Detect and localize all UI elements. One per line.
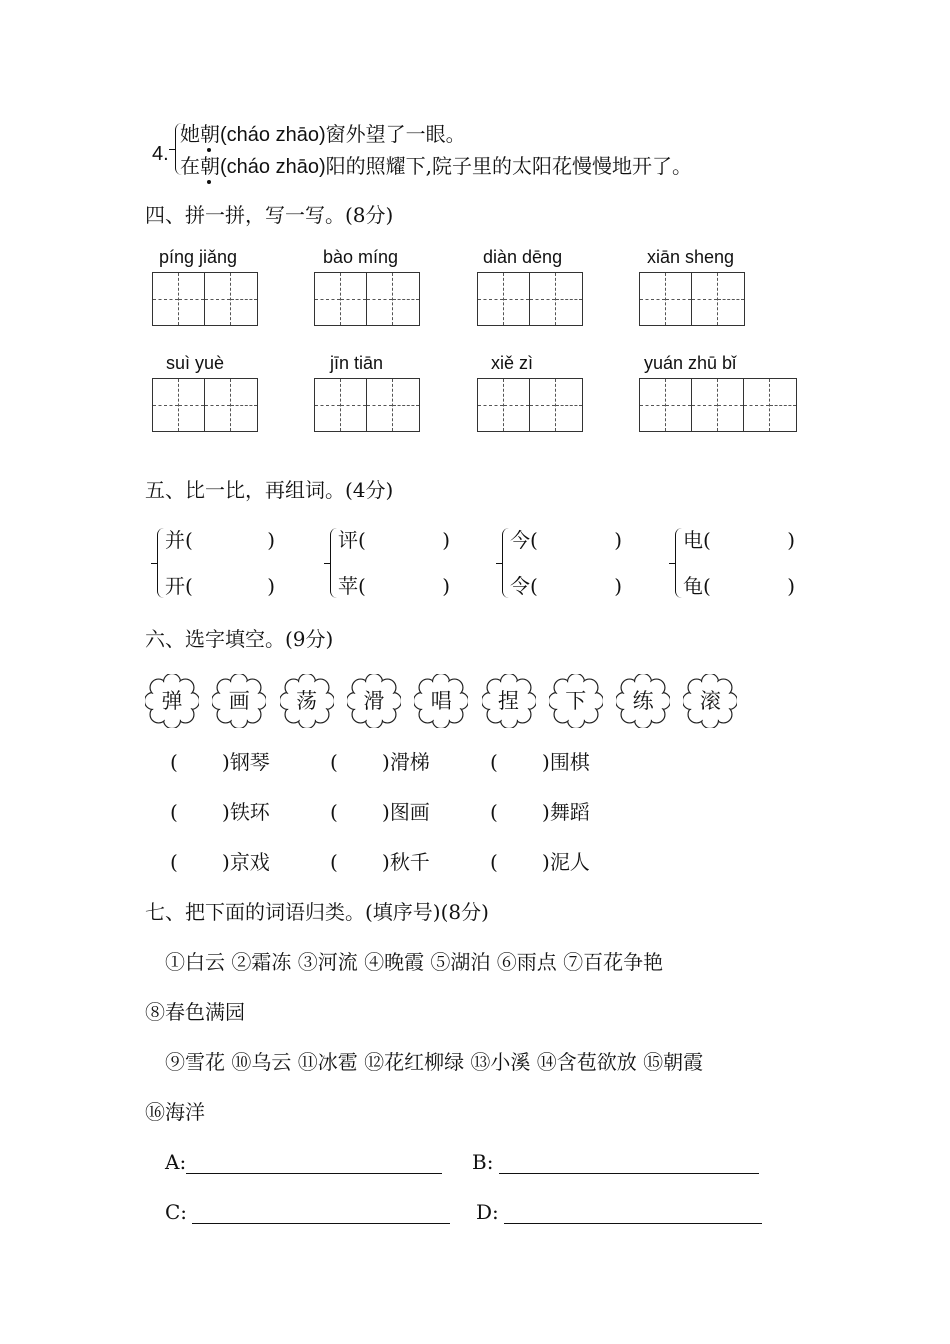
char-option-label: 画: [228, 689, 250, 713]
writing-grid[interactable]: [477, 378, 583, 432]
char-option-label: 滚: [699, 689, 721, 713]
writing-grid[interactable]: [152, 378, 258, 432]
fill-word: 京戏: [229, 850, 270, 874]
char-option-label: 唱: [430, 689, 452, 713]
fill-word: 围棋: [549, 750, 590, 774]
fill-row-2: ( )铁环: [170, 800, 270, 824]
fill-word: 舞蹈: [549, 800, 590, 824]
char-option-8: [616, 674, 670, 728]
compare-word-top: 评(: [338, 528, 366, 552]
fill-row-3: ( )秋千: [330, 850, 430, 874]
compare-pair-2: 评( ) 苹( ): [328, 526, 498, 602]
writing-grid[interactable]: [152, 272, 258, 326]
writing-grid[interactable]: [639, 378, 797, 432]
section-5-title: 五、比一比，再组词。(4分): [145, 478, 394, 502]
section-7-title: 七、把下面的词语归类。(填序号)(8分): [145, 900, 489, 924]
brace: [675, 528, 682, 598]
blank-close[interactable]: ): [222, 850, 230, 874]
char-option-7: [549, 674, 603, 728]
fill-word: 图画: [389, 800, 430, 824]
char-option-label: 荡: [296, 689, 318, 713]
char-option-2: [212, 674, 266, 728]
fill-row-1: ( )围棋: [490, 750, 590, 774]
blank-close[interactable]: ): [542, 750, 550, 774]
blank-close[interactable]: ): [222, 800, 230, 824]
pinyin-label: suì yuè: [166, 353, 225, 373]
target-char: 朝: [200, 122, 220, 146]
compare-word-top: 今(: [510, 528, 538, 552]
char-option-label: 弹: [161, 689, 183, 713]
fill-word: 秋千: [389, 850, 430, 874]
answer-d-blank[interactable]: [504, 1203, 762, 1224]
question-number: 4.: [152, 143, 169, 165]
char-option-label: 捏: [498, 689, 519, 713]
word-list-line-4: ⑯海洋: [145, 1100, 205, 1124]
compare-word-bottom: 开(: [165, 574, 193, 598]
answer-a: A:: [165, 1150, 442, 1174]
answer-b: B:: [472, 1150, 759, 1174]
pinyin-label: xiān sheng: [647, 247, 735, 267]
brace: [330, 528, 337, 598]
compare-word-bottom: 令(: [510, 574, 538, 598]
pinyin-options: (cháo zhāo): [220, 124, 326, 146]
blank-close[interactable]: ): [382, 750, 390, 774]
section-4-title: 四、拼一拼，写一写。(8分): [145, 203, 394, 227]
pinyin-label: diàn dēng: [483, 247, 563, 267]
target-char: 朝: [200, 154, 220, 178]
compare-word-top: 并(: [165, 528, 193, 552]
char-option-5: [414, 674, 468, 728]
answer-c-blank[interactable]: [192, 1203, 450, 1224]
fill-row-1: ( )钢琴: [170, 750, 270, 774]
pinyin-label: jīn tiān: [330, 353, 384, 373]
pinyin-options: (cháo zhāo): [220, 156, 326, 178]
brace: [502, 528, 509, 598]
blank-close[interactable]: ): [542, 800, 550, 824]
fill-word: 铁环: [229, 800, 270, 824]
compare-pair-3: 今( ) 令( ): [500, 526, 670, 602]
fill-row-2: ( )舞蹈: [490, 800, 590, 824]
writing-grid[interactable]: [314, 272, 420, 326]
pinyin-label: xiě zì: [491, 353, 534, 373]
compare-pair-1: 并( ) 开( ): [155, 526, 325, 602]
fill-word: 滑梯: [389, 750, 430, 774]
pinyin-label: píng jiǎng: [159, 247, 238, 267]
answer-b-blank[interactable]: [499, 1153, 759, 1174]
char-option-label: 滑: [363, 689, 385, 713]
fill-word: 钢琴: [229, 750, 270, 774]
answer-a-blank[interactable]: [186, 1153, 442, 1174]
compare-word-top: 电(: [683, 528, 711, 552]
word-list-line-2: ⑧春色满园: [145, 1000, 245, 1024]
fill-row-3: ( )泥人: [490, 850, 590, 874]
pinyin-label: yuán zhū bǐ: [644, 353, 737, 373]
fill-word: 泥人: [549, 850, 590, 874]
blank-close[interactable]: ): [542, 850, 550, 874]
char-option-9: [683, 674, 737, 728]
word-list-line-3: ⑨雪花 ⑩乌云 ⑪冰雹 ⑫花红柳绿 ⑬小溪 ⑭含苞欲放 ⑮朝霞: [165, 1050, 704, 1074]
emphasis-dot: [207, 148, 211, 152]
compare-word-bottom: 苹(: [338, 574, 366, 598]
char-option-3: [280, 674, 334, 728]
fill-row-3: ( )京戏: [170, 850, 270, 874]
blank-close[interactable]: ): [222, 750, 230, 774]
pinyin-label: bào míng: [323, 247, 399, 267]
emphasis-dot: [207, 180, 211, 184]
char-option-4: [347, 674, 401, 728]
char-option-label: 下: [565, 689, 587, 713]
writing-grid[interactable]: [639, 272, 745, 326]
compare-pair-4: 电( ) 龟( ): [673, 526, 843, 602]
word-list-line-1: ①白云 ②霜冻 ③河流 ④晚霞 ⑤湖泊 ⑥雨点 ⑦百花争艳: [165, 950, 664, 974]
section-6-title: 六、选字填空。(9分): [145, 627, 334, 651]
writing-grid[interactable]: [314, 378, 420, 432]
blank-close[interactable]: ): [382, 850, 390, 874]
brace: [157, 528, 164, 598]
blank-close[interactable]: ): [382, 800, 390, 824]
char-option-6: [482, 674, 536, 728]
fill-row-2: ( )图画: [330, 800, 430, 824]
fill-row-1: ( )滑梯: [330, 750, 430, 774]
char-option-label: 练: [632, 689, 654, 713]
q4-line-2: 在朝(cháo zhāo)阳的照耀下,院子里的太阳花慢慢地开了。: [180, 154, 692, 178]
answer-c: C:: [165, 1200, 450, 1224]
answer-d: D:: [476, 1200, 762, 1224]
char-option-1: [145, 674, 199, 728]
q4-line-1: 她朝(cháo zhāo)窗外望了一眼。: [180, 122, 466, 146]
compare-word-bottom: 龟(: [683, 574, 711, 598]
writing-grid[interactable]: [477, 272, 583, 326]
